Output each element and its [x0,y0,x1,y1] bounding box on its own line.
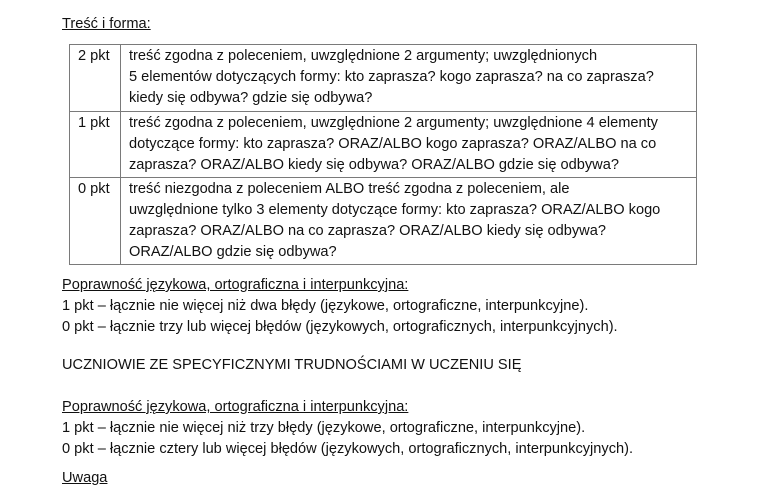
special-needs-heading: UCZNIOWIE ZE SPECYFICZNYMI TRUDNOŚCIAMI W UCZENIU SIĘ [62,357,522,373]
special-language-criterion-1pkt: 1 pkt – łącznie nie więcej niż trzy błędy (językowe, ortograficzne, interpunkcyjne). [62,420,586,436]
special-language-correctness-heading: Poprawność językowa, ortograficzna i interpunkcyjna: [62,399,409,415]
criteria-description [121,178,697,265]
criteria-line: treść zgodna z poleceniem, uwzględnione 2 argumenty; uwzględnionych [129,48,598,64]
criteria-line: 5 elementów dotyczących formy: kto zaprasza? kogo zaprasza? na co zaprasza? [129,69,654,85]
criteria-line: zaprasza? ORAZ/ALBO na co zaprasza? ORAZ/ALBO kiedy się odbywa? [129,223,606,239]
criteria-line: treść niezgodna z poleceniem ALBO treść zgodna z poleceniem, ale [129,181,570,197]
criteria-description [121,112,697,178]
points-cell: 2 pkt [70,45,121,112]
special-language-criterion-0pkt: 0 pkt – łącznie cztery lub więcej błędów (językowych, ortograficznych, interpunkcyjnych). [62,441,634,457]
points-cell: 0 pkt [70,178,121,265]
criteria-line: uwzględnione tylko 3 elementy dotyczące formy: kto zaprasza? ORAZ/ALBO kogo [129,202,661,218]
criteria-line: zaprasza? ORAZ/ALBO kiedy się odbywa? ORAZ/ALBO gdzie się odbywa? [129,157,619,173]
criteria-line: dotyczące formy: kto zaprasza? ORAZ/ALBO kogo zaprasza? ORAZ/ALBO na co [129,136,657,152]
language-correctness-heading: Poprawność językowa, ortograficzna i interpunkcyjna: [62,277,409,293]
criteria-row-0pkt [70,178,697,265]
content-form-heading: Treść i forma: [62,16,151,32]
scoring-criteria-table [69,44,697,265]
cut-off-line [62,468,108,486]
criteria-row-1pkt [70,112,697,178]
criteria-line: kiedy się odbywa? gdzie się odbywa? [129,90,373,106]
cut-off-text: Uwaga [62,470,108,486]
language-criterion-0pkt: 0 pkt – łącznie trzy lub więcej błędów (językowych, ortograficznych, interpunkcyjnych). [62,319,618,335]
criteria-description [121,45,697,112]
criteria-line: ORAZ/ALBO gdzie się odbywa? [129,244,337,260]
language-criterion-1pkt: 1 pkt – łącznie nie więcej niż dwa błędy (językowe, ortograficzne, interpunkcyjne). [62,298,589,314]
points-cell: 1 pkt [70,112,121,178]
criteria-row-2pkt [70,45,697,112]
criteria-line: treść zgodna z poleceniem, uwzględnione 2 argumenty; uwzględnione 4 elementy [129,115,658,131]
